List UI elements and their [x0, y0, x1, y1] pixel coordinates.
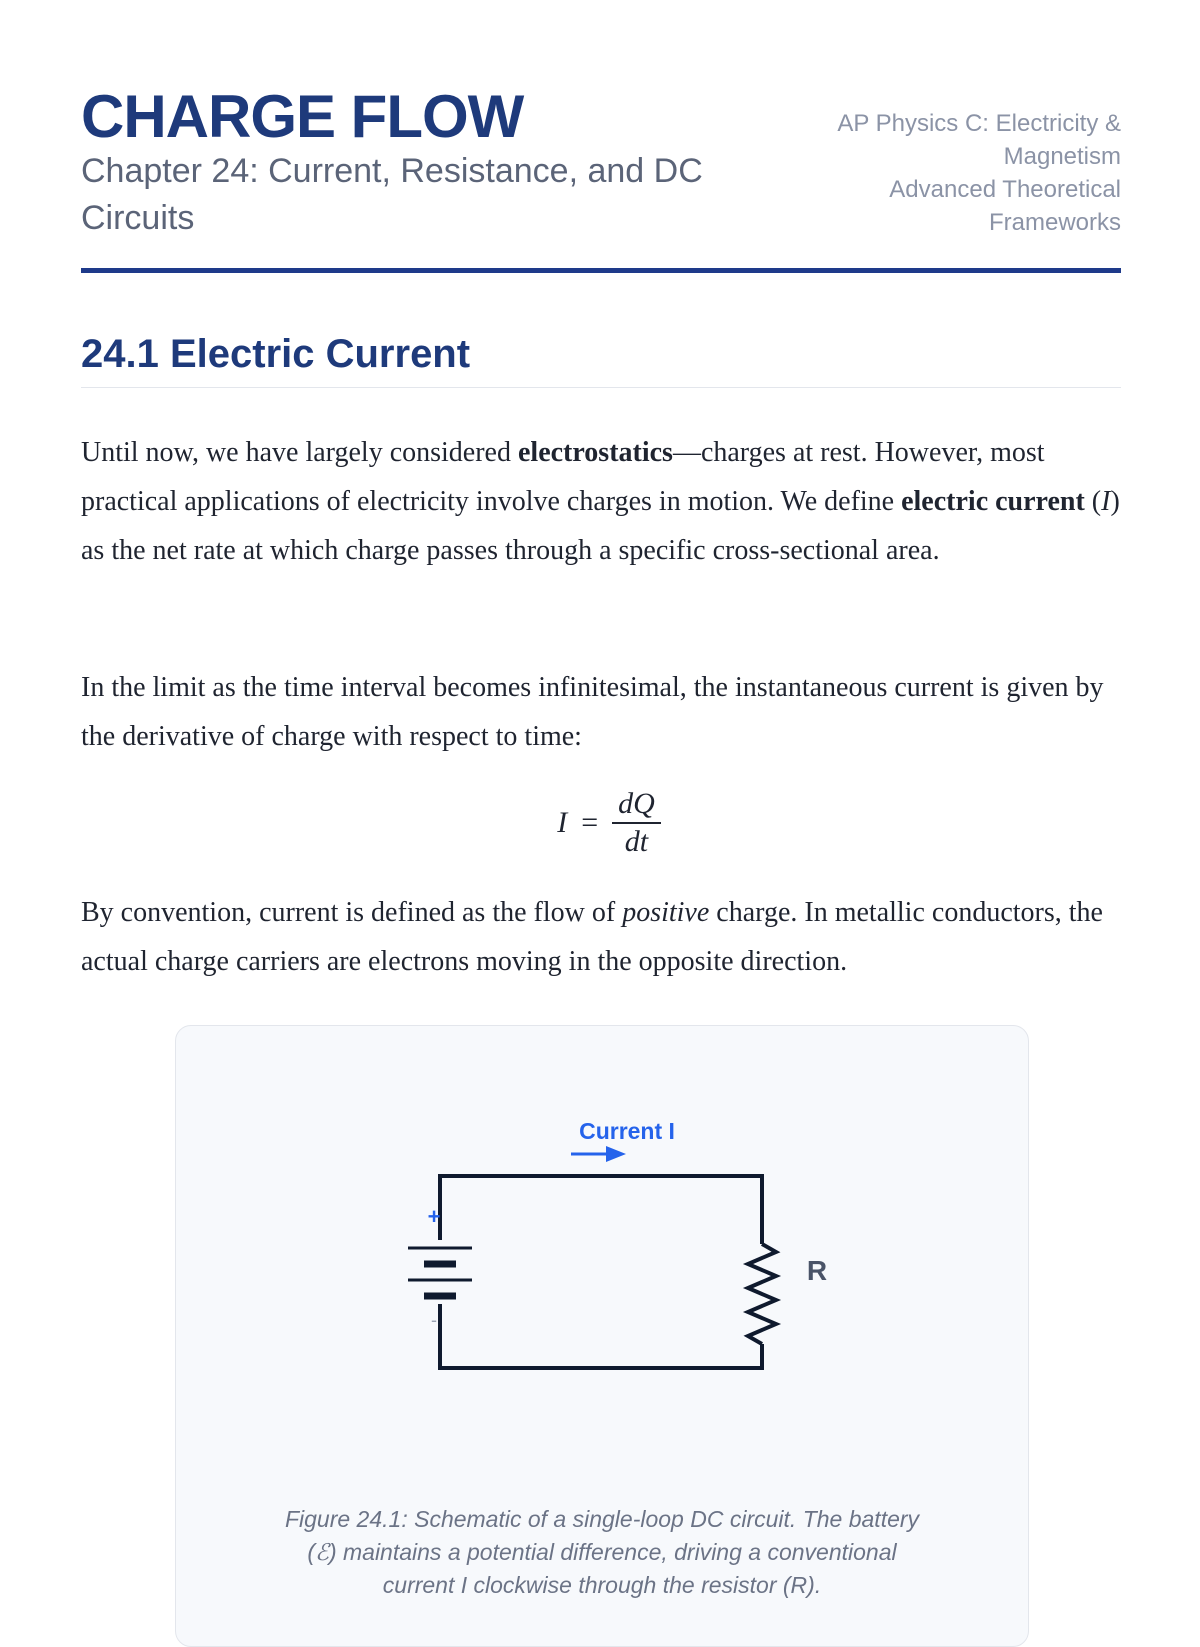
section-divider: [81, 387, 1121, 388]
section-heading: 24.1 Electric Current: [81, 332, 471, 376]
paragraph-limit: In the limit as the time interval becomes infinitesimal, the instantaneous current is given by the derivative of charge with respect to time:: [81, 672, 1104, 752]
page-header: [81, 0, 1121, 276]
brand-title: CHARGE FLOW: [81, 83, 524, 150]
text-run: —charges at rest. However, most practical applications of electricity involve charges in motion. We define: [81, 437, 1045, 517]
text-run: ) as the net rate at which charge passes through a specific cross-sectional area.: [81, 486, 1120, 566]
equation-denominator: dt: [624, 825, 649, 858]
term-electric-current: electric current: [901, 486, 1085, 517]
paragraph-convention: [81, 888, 1121, 986]
text-run: Until now, we have largely considered: [81, 437, 518, 468]
minus-terminal-label: -: [431, 1310, 437, 1330]
resistor-icon: [748, 1244, 776, 1344]
term-electrostatics: electrostatics: [517, 437, 673, 468]
chapter-subtitle: Chapter 24: Current, Resistance, and DC Circuits: [81, 152, 703, 237]
resistor-label: R: [806, 1255, 828, 1286]
symbol-current: I: [1101, 486, 1111, 517]
course-info: [801, 107, 1121, 239]
equation-numerator: dQ: [618, 787, 655, 820]
text-run: By convention, current is defined as the flow of: [81, 897, 623, 928]
document-page: [81, 0, 1121, 1598]
course-track: Advanced Theoretical Frameworks: [889, 176, 1121, 236]
course-name: AP Physics C: Electricity & Magnetism: [837, 110, 1121, 170]
equation-fraction: [612, 786, 661, 860]
current-equation: [81, 786, 1121, 866]
circuit-figure: [175, 1025, 1029, 1647]
current-arrow: [571, 1146, 626, 1162]
paragraph-intro: [81, 428, 1121, 575]
text-run: (: [1084, 486, 1102, 517]
figure-caption: Figure 24.1: Schematic of a single-loop DC circuit. The battery (ℰ) maintains a potential difference, driving a conventional current I clockwise through the resistor (R).: [284, 1506, 920, 1598]
plus-terminal-label: +: [427, 1204, 441, 1229]
equation-lhs: I: [557, 806, 568, 839]
text-run: charge. In metallic conductors, the actual charge carriers are electrons moving in the opposite direction.: [81, 897, 1103, 977]
circuit-wire: [440, 1176, 762, 1368]
equation-equals: =: [581, 806, 599, 839]
current-label: Current I: [579, 1118, 675, 1144]
battery-icon: [408, 1248, 472, 1296]
header-divider: [81, 268, 1121, 273]
emphasis-positive: positive: [622, 897, 710, 928]
